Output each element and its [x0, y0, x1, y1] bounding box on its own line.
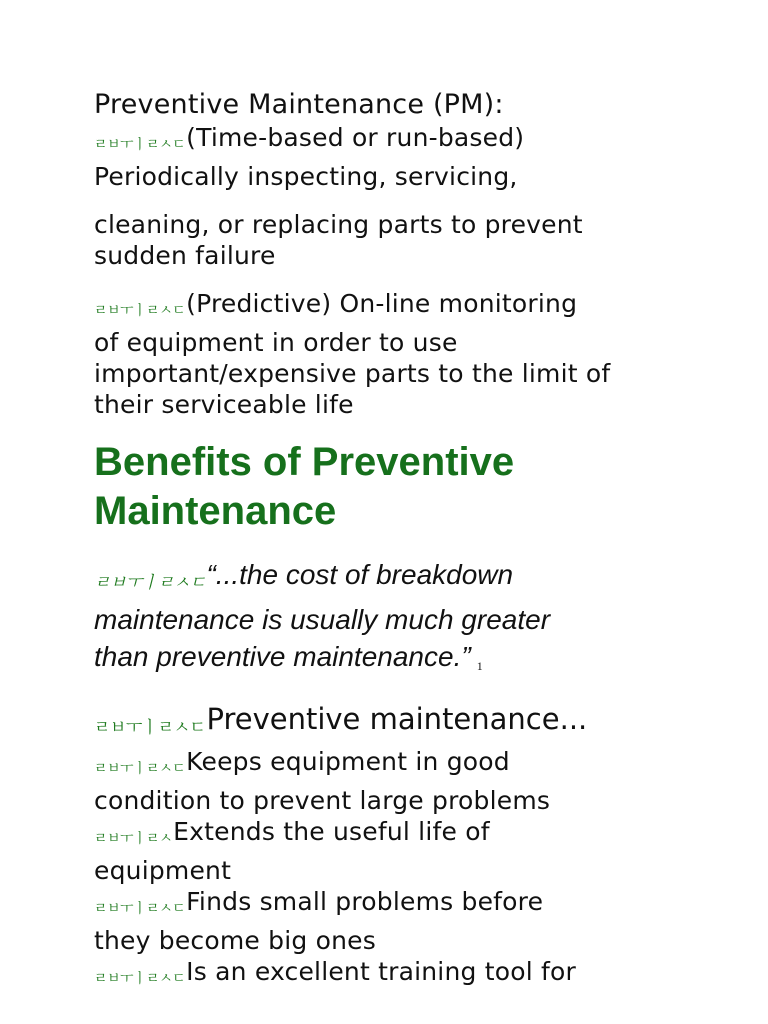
pm-item-time-based-line2: Periodically inspecting, servicing, — [94, 162, 518, 191]
pm-item-time-based-line1: (Time-based or run-based) — [186, 123, 525, 152]
bullet-glyph: ㄹㅂㅜㅣㄹㅅ — [94, 831, 173, 847]
document-page — [94, 88, 694, 995]
cost-quote-line1: ㄹㅂㅜㅣㄹㅅㄷ“...the cost of breakdown — [94, 556, 694, 601]
pm-item-time-based-line4: sudden failure — [94, 241, 276, 270]
pm-item-predictive-line4: their serviceable life — [94, 390, 354, 419]
bullet-glyph: ㄹㅂㅜㅣㄹㅅㄷ — [94, 573, 206, 592]
cost-quote — [94, 556, 694, 685]
bullet-glyph: ㄹㅂㅜㅣㄹㅅㄷ — [94, 971, 186, 987]
pm-item-predictive-line2: of equipment in order to use — [94, 328, 458, 357]
benefit-item-keeps: ㄹㅂㅜㅣㄹㅅㄷKeeps equipment in good — [94, 746, 694, 785]
benefits-heading-line2: Maintenance — [94, 489, 337, 533]
pm-item-time-based — [94, 122, 694, 161]
cost-quote-line3: than preventive maintenance.” 1 — [94, 641, 483, 673]
cost-quote-line2: maintenance is usually much greater — [94, 604, 551, 635]
bullet-glyph: ㄹㅂㅜㅣㄹㅅㄷ — [94, 718, 206, 738]
bullet-glyph: ㄹㅂㅜㅣㄹㅅㄷ — [94, 761, 186, 777]
bullet-glyph: ㄹㅂㅜㅣㄹㅅㄷ — [94, 303, 186, 319]
pm-lead-text: Preventive maintenance... — [206, 702, 588, 736]
benefit-item-extends-line2: equipment — [94, 856, 232, 885]
pm-item-predictive-line3: important/expensive parts to the limit of — [94, 359, 611, 388]
benefit-item-training: ㄹㅂㅜㅣㄹㅅㄷIs an excellent training tool for — [94, 956, 694, 995]
benefit-item-keeps-line2: condition to prevent large problems — [94, 786, 551, 815]
benefits-heading-line1: Benefits of Preventive — [94, 440, 515, 484]
pm-title: Preventive Maintenance (PM): — [94, 89, 504, 120]
benefits-heading — [94, 438, 694, 536]
pm-item-time-based-line3: cleaning, or replacing parts to prevent — [94, 210, 583, 239]
bullet-glyph: ㄹㅂㅜㅣㄹㅅㄷ — [94, 901, 186, 917]
benefit-item-finds-line2: they become big ones — [94, 926, 376, 955]
footnote-marker: 1 — [476, 659, 483, 673]
pm-item-predictive-line1: (Predictive) On-line monitoring — [186, 289, 578, 318]
benefit-item-extends: ㄹㅂㅜㅣㄹㅅExtends the useful life of — [94, 816, 694, 855]
bullet-glyph: ㄹㅂㅜㅣㄹㅅㄷ — [94, 137, 186, 153]
benefit-item-finds: ㄹㅂㅜㅣㄹㅅㄷFinds small problems before — [94, 886, 694, 925]
pm-item-predictive — [94, 288, 694, 327]
pm-lead — [94, 701, 694, 746]
